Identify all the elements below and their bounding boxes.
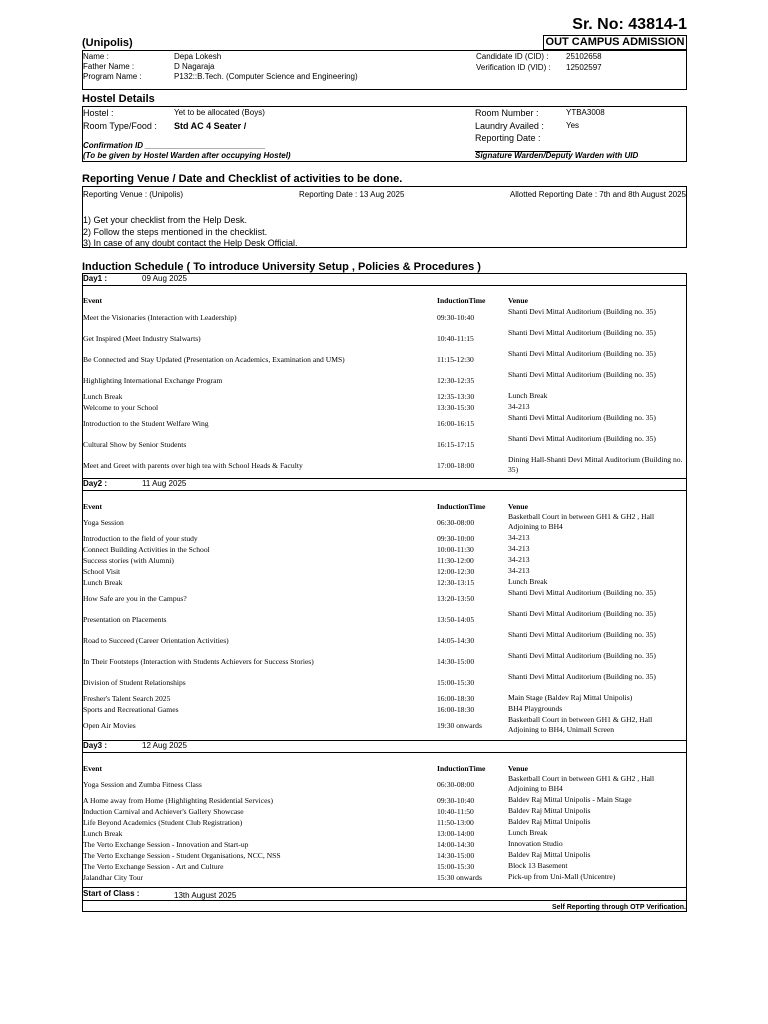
checklist-step-1: 1) Get your checklist from the Help Desk. [83,215,248,225]
time-column-header: InductionTime [437,502,486,511]
room-number-value: YTBA3008 [566,108,605,117]
day-underline [82,752,687,753]
event-venue: Lunch Break [508,391,548,400]
event-time: 16:00-18:30 [437,704,475,714]
event-name: How Safe are you in the Campus? [83,593,187,603]
event-time: 13:30-15:30 [437,402,475,412]
day-underline [82,285,687,286]
event-venue: 34-213 [508,533,530,542]
event-name: Meet and Greet with parents over high tea with School Heads & Faculty [83,460,303,470]
schedule-row [82,806,687,817]
event-column-header: Event [83,502,102,511]
event-name: Cultural Show by Senior Students [83,439,187,449]
event-venue: Shanti Devi Mittal Auditorium (Building no. 35) [508,434,656,443]
venue-column-header: Venue [508,296,528,305]
hostel-label: Hostel : [83,108,114,118]
schedule-row [82,566,687,577]
event-venue: Baldev Raj Mittal Unipolis [508,817,591,826]
event-venue: Shanti Devi Mittal Auditorium (Building no. 35) [508,370,656,379]
day-underline [82,490,687,491]
day-date: 09 Aug 2025 [142,274,187,283]
schedule-row [82,413,687,434]
event-name: Induction Carnival and Achiever's Gallery Showcase [83,806,244,816]
event-venue: Pick-up from Uni-Mall (Unicentre) [508,872,616,881]
reporting-title: Reporting Venue / Date and Checklist of activities to be done. [82,173,403,185]
student-name: Depa Lokesh [174,52,222,61]
event-name: Get Inspired (Meet Industry Stalwarts) [83,333,201,343]
schedule-row [82,544,687,555]
serial-number: Sr. No: 43814-1 [572,16,687,33]
event-name: Division of Student Relationships [83,677,186,687]
event-name: Jalandhar City Tour [83,872,144,882]
event-name: The Verto Exchange Session - Art and Culture [83,861,224,871]
schedule-row [82,307,687,328]
schedule-row [82,630,687,651]
event-time: 14:00-14:30 [437,839,475,849]
event-name: Introduction to the Student Welfare Wing [83,418,209,428]
event-time: 12:00-12:30 [437,566,475,576]
event-venue: Lunch Break [508,577,548,586]
event-name: The Verto Exchange Session - Innovation and Start-up [83,839,249,849]
campus-name: (Unipolis) [82,37,133,49]
event-time: 12:30-12:35 [437,375,475,385]
event-venue: Dining Hall-Shanti Devi Mittal Auditorium (Building no. 35) [508,455,683,474]
event-time: 14:30-15:00 [437,656,475,666]
event-time: 15:00-15:30 [437,861,475,871]
event-venue: BH4 Playgrounds [508,704,563,713]
time-column-header: InductionTime [437,296,486,305]
schedule-row [82,455,687,476]
event-venue: Baldev Raj Mittal Unipolis - Main Stage [508,795,632,804]
event-name: A Home away from Home (Highlighting Residential Services) [83,795,274,805]
event-venue: Block 13 Basement [508,861,568,870]
event-name: Connect Building Activities in the School [83,544,210,554]
time-column-header: InductionTime [437,764,486,773]
event-name: Fresher's Talent Search 2025 [83,693,171,703]
otp-note: Self Reporting through OTP Verification. [551,904,686,911]
hostel-value: Yet to be allocated (Boys) [174,108,265,117]
event-time: 16:00-16:15 [437,418,475,428]
event-time: 11:50-13:00 [437,817,474,827]
event-time: 19:30 onwards [437,720,482,730]
event-time: 10:00-11:30 [437,544,474,554]
event-time: 10:40-11:15 [437,333,474,343]
schedule-row [82,872,687,883]
venue-column-header: Venue [508,764,528,773]
schedule-row [82,715,687,736]
schedule-row [82,434,687,455]
father-name: D Nagaraja [174,62,215,71]
event-venue: Main Stage (Baldev Raj Mittal Unipolis) [508,693,633,702]
event-name: Be Connected and Stay Updated (Presentation on Academics, Examination and UMS) [83,354,345,364]
cid-label: Candidate ID (CID) : [476,52,549,61]
name-label: Name : [83,52,109,61]
allotted-date: Allotted Reporting Date : 7th and 8th August 2025 [509,190,686,199]
event-time: 16:15-17:15 [437,439,475,449]
event-time: 09:30-10:40 [437,795,475,805]
event-venue: 34-213 [508,544,530,553]
warden-signature: Signature Warden/Deputy Warden with UID [475,151,639,160]
checklist-step-2: 2) Follow the steps mentioned in the checklist. [83,227,268,237]
vid-value: 12502597 [566,63,602,72]
schedule-row [82,672,687,693]
event-venue: Shanti Devi Mittal Auditorium (Building no. 35) [508,609,656,618]
schedule-row [82,588,687,609]
schedule-header [82,764,687,774]
event-time: 15:30 onwards [437,872,482,882]
reporting-venue: Reporting Venue : (Unipolis) [83,190,184,199]
event-name: Highlighting International Exchange Program [83,375,223,385]
schedule-row [82,839,687,850]
event-venue: Shanti Devi Mittal Auditorium (Building no. 35) [508,630,656,639]
room-number-label: Room Number : [475,108,539,118]
event-venue: Shanti Devi Mittal Auditorium (Building no. 35) [508,307,656,316]
event-venue: Baldev Raj Mittal Unipolis [508,806,591,815]
event-name: Success stories (with Alumni) [83,555,174,565]
event-venue: 34-213 [508,566,530,575]
event-venue: Basketball Court in between GH1 & GH2 , Hall Adjoining to BH4 [508,774,655,793]
laundry-label: Laundry Availed : [475,121,544,131]
event-name: The Verto Exchange Session - Student Organisations, NCC, NSS [83,850,281,860]
day-date: 11 Aug 2025 [142,479,187,488]
schedule-row [82,512,687,533]
event-name: Yoga Session and Zumba Fitness Class [83,779,202,789]
event-venue: 34-213 [508,402,530,411]
confirmation-id: Confirmation ID ___________________________ [83,141,266,150]
event-time: 15:00-15:30 [437,677,475,687]
event-time: 13:00-14:00 [437,828,475,838]
schedule-row [82,850,687,861]
event-name: Yoga Session [83,517,124,527]
schedule-row [82,651,687,672]
schedule-row [82,693,687,704]
program-label: Program Name : [83,72,142,81]
start-of-class-underline [82,900,687,901]
day-date: 12 Aug 2025 [142,741,187,750]
event-time: 10:40-11:50 [437,806,474,816]
schedule-row [82,349,687,370]
schedule-row [82,817,687,828]
schedule-row [82,609,687,630]
start-of-class-date: 13th August 2025 [174,891,237,900]
event-venue: Basketball Court in between GH1 & GH2 , Hall Adjoining to BH4 [508,512,655,531]
vid-label: Verification ID (VID) : [476,63,551,72]
schedule-row [82,828,687,839]
event-column-header: Event [83,296,102,305]
schedule-row [82,704,687,715]
schedule-row [82,861,687,872]
event-time: 16:00-18:30 [437,693,475,703]
schedule-row [82,555,687,566]
schedule-row [82,533,687,544]
event-venue: Shanti Devi Mittal Auditorium (Building no. 35) [508,651,656,660]
hostel-title: Hostel Details [82,93,155,105]
schedule-row [82,774,687,795]
event-time: 09:30-10:00 [437,533,475,543]
schedule-row [82,391,687,402]
event-time: 13:20-13:50 [437,593,475,603]
program-name: P132::B.Tech. (Computer Science and Engineering) [174,72,358,81]
event-name: Presentation on Placements [83,614,167,624]
event-time: 06:30-08:00 [437,517,475,527]
event-time: 11:15-12:30 [437,354,474,364]
day-label: Day1 : [83,274,108,283]
event-venue: Lunch Break [508,828,548,837]
day-label: Day2 : [83,479,108,488]
schedule-header [82,502,687,512]
event-time: 17:00-18:00 [437,460,475,470]
laundry-value: Yes [566,121,580,130]
event-venue: Shanti Devi Mittal Auditorium (Building no. 35) [508,413,656,422]
schedule-row [82,577,687,588]
day-label: Day3 : [83,741,108,750]
start-of-class-separator [82,887,687,888]
event-name: Open Air Movies [83,720,136,730]
start-of-class-label: Start of Class : [83,889,140,898]
event-time: 13:50-14:05 [437,614,475,624]
father-label: Father Name : [83,62,135,71]
event-name: Lunch Break [83,828,123,838]
event-name: Lunch Break [83,391,123,401]
event-time: 11:30-12:00 [437,555,474,565]
event-time: 12:35-13:30 [437,391,475,401]
reporting-date: Reporting Date : 13 Aug 2025 [299,190,405,199]
event-name: School Visit [83,566,121,576]
venue-column-header: Venue [508,502,528,511]
event-venue: 34-213 [508,555,530,564]
schedule-header [82,296,687,306]
schedule-row [82,370,687,391]
event-venue: Basketball Court in between GH1 & GH2, Hall Adjoining to BH4, Unimall Screen [508,715,653,734]
induction-title: Induction Schedule ( To introduce University Setup , Policies & Procedures ) [82,261,481,273]
reporting-date-label: Reporting Date : [475,133,541,143]
event-venue: Shanti Devi Mittal Auditorium (Building no. 35) [508,588,656,597]
schedule-row [82,402,687,413]
event-time: 12:30-13:15 [437,577,475,587]
event-column-header: Event [83,764,102,773]
event-name: Welcome to your School [83,402,159,412]
event-time: 06:30-08:00 [437,779,475,789]
event-venue: Baldev Raj Mittal Unipolis [508,850,591,859]
event-name: Life Beyond Academics (Student Club Registration) [83,817,243,827]
room-type-value: Std AC 4 Seater / [174,121,247,131]
confirmation-note: (To be given by Hostel Warden after occupying Hostel) [83,151,291,160]
event-name: Meet the Visionaries (Interaction with Leadership) [83,312,237,322]
event-name: Introduction to the field of your study [83,533,198,543]
event-venue: Shanti Devi Mittal Auditorium (Building no. 35) [508,328,656,337]
event-venue: Innovation Studio [508,839,563,848]
event-venue: Shanti Devi Mittal Auditorium (Building no. 35) [508,672,656,681]
cid-value: 25102658 [566,52,602,61]
admission-type-badge: OUT CAMPUS ADMISSION [543,35,687,50]
event-time: 09:30-10:40 [437,312,475,322]
room-type-label: Room Type/Food : [83,121,157,131]
event-time: 14:05-14:30 [437,635,475,645]
schedule-row [82,795,687,806]
event-name: Lunch Break [83,577,123,587]
event-name: In Their Footsteps (Interaction with Students Achievers for Success Stories) [83,656,314,666]
schedule-row [82,328,687,349]
event-name: Sports and Recreational Games [83,704,179,714]
checklist-step-3: 3) In case of any doubt contact the Help Desk Official. [83,238,298,248]
event-name: Road to Succeed (Career Orientation Activities) [83,635,229,645]
event-venue: Shanti Devi Mittal Auditorium (Building no. 35) [508,349,656,358]
event-time: 14:30-15:00 [437,850,475,860]
